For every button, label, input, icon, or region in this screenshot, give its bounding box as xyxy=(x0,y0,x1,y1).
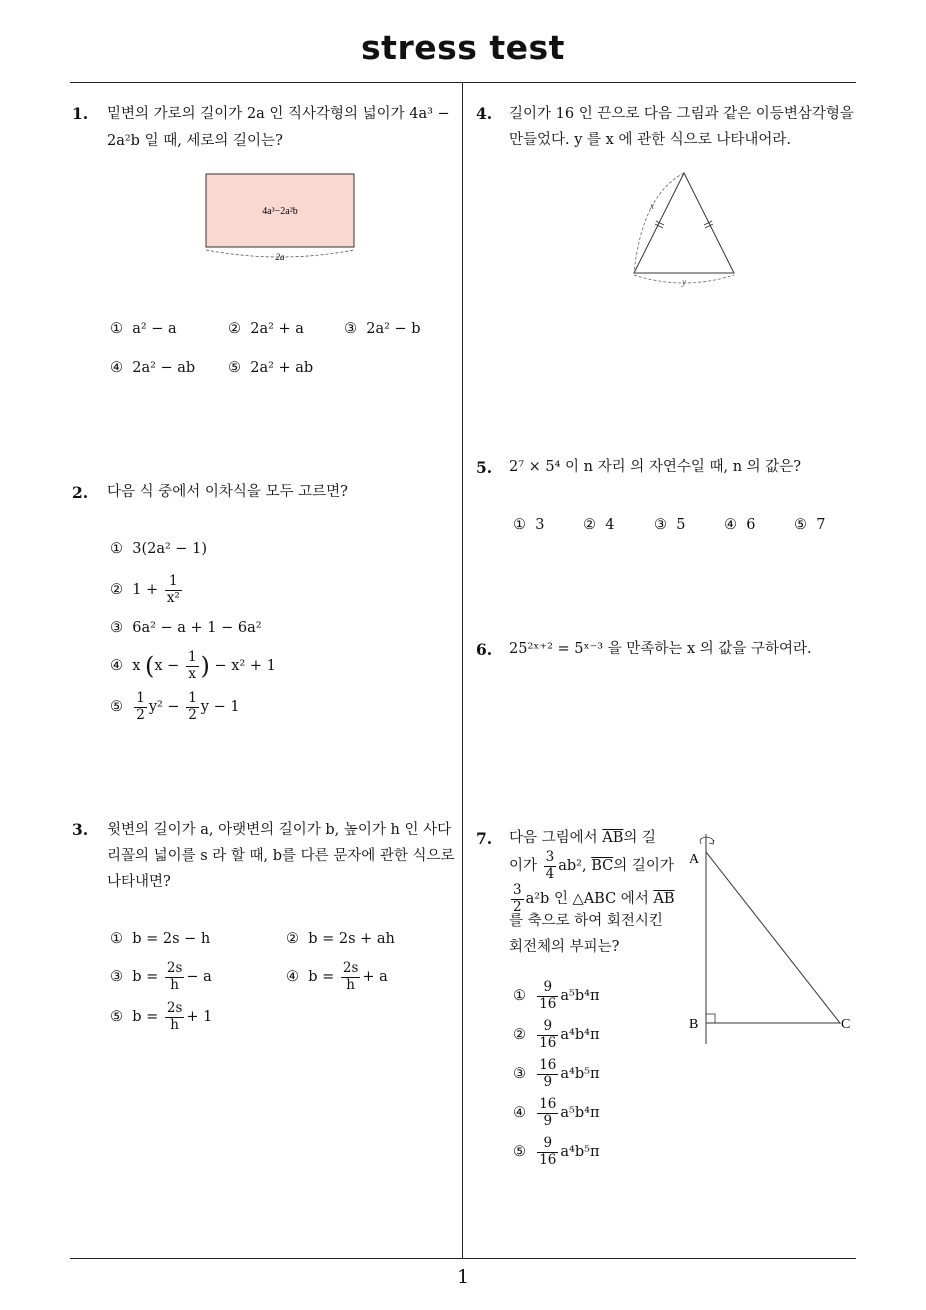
question-number: 4. xyxy=(476,104,493,123)
footer-rule xyxy=(70,1258,856,1259)
option-4[interactable]: ④ b = $\frac{2s}{h}$ + a xyxy=(286,960,388,993)
question-line: 밑변의 가로의 길이가 2a 인 직사각형의 넓이가 4a³ − xyxy=(107,106,450,122)
option-2[interactable]: ② b = 2s + ah xyxy=(286,931,395,947)
option-3[interactable]: ③ 2a² − b xyxy=(344,321,421,337)
option-1[interactable]: ① 3(2a² − 1) xyxy=(110,541,208,557)
option-5[interactable]: ⑤ $\frac{9}{16}$ a⁴b⁵π xyxy=(513,1135,600,1168)
isosceles-triangle-figure xyxy=(620,165,750,295)
option-5[interactable]: ⑤ b = $\frac{2s}{h}$ + 1 xyxy=(110,1000,213,1033)
question-line: $\frac{3}{2}$ a²b 인 △ABC 에서 $\overline{AB}$ xyxy=(513,882,675,915)
vertex-a-label: A xyxy=(689,852,700,867)
option-4[interactable]: ④ x (x − $\frac{1}{x}$ ) − x² + 1 xyxy=(110,649,276,682)
question-number: 5. xyxy=(476,458,493,477)
option-3[interactable]: ③ 5 xyxy=(654,517,686,533)
option-1[interactable]: ① a² − a xyxy=(110,321,177,337)
question-line: 2a²b 일 때, 세로의 길이는? xyxy=(107,133,283,149)
question-number: 6. xyxy=(476,640,493,659)
question-line: 다음 식 중에서 이차식을 모두 고르면? xyxy=(107,484,348,500)
question-line: 길이가 16 인 끈으로 다음 그림과 같은 이등변삼각형을 xyxy=(509,106,854,122)
question-line: 이가 $\frac{3}{4}$ ab², $\overline{BC}$의 길이가 xyxy=(509,849,674,882)
right-triangle-figure xyxy=(685,830,860,1050)
option-5[interactable]: ⑤ $\frac{1}{2}$ y² − $\frac{1}{2}$ y − 1 xyxy=(110,690,240,723)
question-line: 만들었다. y 를 x 에 관한 식으로 나타내어라. xyxy=(509,132,791,148)
option-5[interactable]: ⑤ 7 xyxy=(794,517,826,533)
option-4[interactable]: ④ $\frac{16}{9}$ a⁵b⁴π xyxy=(513,1096,600,1129)
page-number: 1 xyxy=(456,1266,470,1288)
option-2[interactable]: ② 1 + $\frac{1}{\text{x²}}$ xyxy=(110,573,180,606)
triangle-side-label: x xyxy=(650,201,654,211)
question-number: 1. xyxy=(72,104,89,123)
header-rule xyxy=(70,82,856,83)
rectangle-figure xyxy=(200,168,360,268)
vertex-c-label: C xyxy=(841,1017,851,1032)
question-number: 7. xyxy=(476,829,493,848)
option-3[interactable]: ③ $\frac{16}{9}$ a⁴b⁵π xyxy=(513,1057,600,1090)
option-3[interactable]: ③ 6a² − a + 1 − 6a² xyxy=(110,620,262,636)
option-2[interactable]: ② 2a² + a xyxy=(228,321,304,337)
option-4[interactable]: ④ 6 xyxy=(724,517,756,533)
option-1[interactable]: ① $\frac{9}{16}$ a⁵b⁴π xyxy=(513,979,600,1012)
question-line: 2⁷ × 5⁴ 이 n 자리 의 자연수일 때, n 의 값은? xyxy=(509,459,802,475)
question-number: 3. xyxy=(72,820,89,839)
option-5[interactable]: ⑤ 2a² + ab xyxy=(228,360,314,376)
page-title: stress test xyxy=(361,28,565,67)
question-line: 윗변의 길이가 a, 아랫변의 길이가 b, 높이가 h 인 사다 xyxy=(107,822,452,838)
question-line: 나타내면? xyxy=(107,874,171,890)
question-line: 다음 그림에서 $\overline{AB}$의 길 xyxy=(509,830,657,846)
question-line: 리꼴의 넓이를 s 라 할 때, b를 다른 문자에 관한 식으로 xyxy=(107,848,455,864)
question-line: 25²ˣ⁺² = 5ˣ⁻³ 을 만족하는 x 의 값을 구하여라. xyxy=(509,641,812,657)
column-divider xyxy=(462,83,463,1258)
option-3[interactable]: ③ b = $\frac{2s}{h}$ − a xyxy=(110,960,212,993)
option-2[interactable]: ② $\frac{9}{16}$ a⁴b⁴π xyxy=(513,1018,600,1051)
question-line: 를 축으로 하여 회전시킨 xyxy=(509,913,663,929)
option-1[interactable]: ① 3 xyxy=(513,517,545,533)
rectangle-area-label: 4a³−2a²b xyxy=(262,206,298,217)
triangle-base-label: y xyxy=(682,277,686,287)
vertex-b-label: B xyxy=(689,1017,699,1032)
option-4[interactable]: ④ 2a² − ab xyxy=(110,360,196,376)
question-line: 회전체의 부피는? xyxy=(509,939,620,955)
rectangle-width-label: 2a xyxy=(275,252,285,262)
question-number: 2. xyxy=(72,483,89,502)
option-1[interactable]: ① b = 2s − h xyxy=(110,931,211,947)
option-2[interactable]: ② 4 xyxy=(583,517,615,533)
